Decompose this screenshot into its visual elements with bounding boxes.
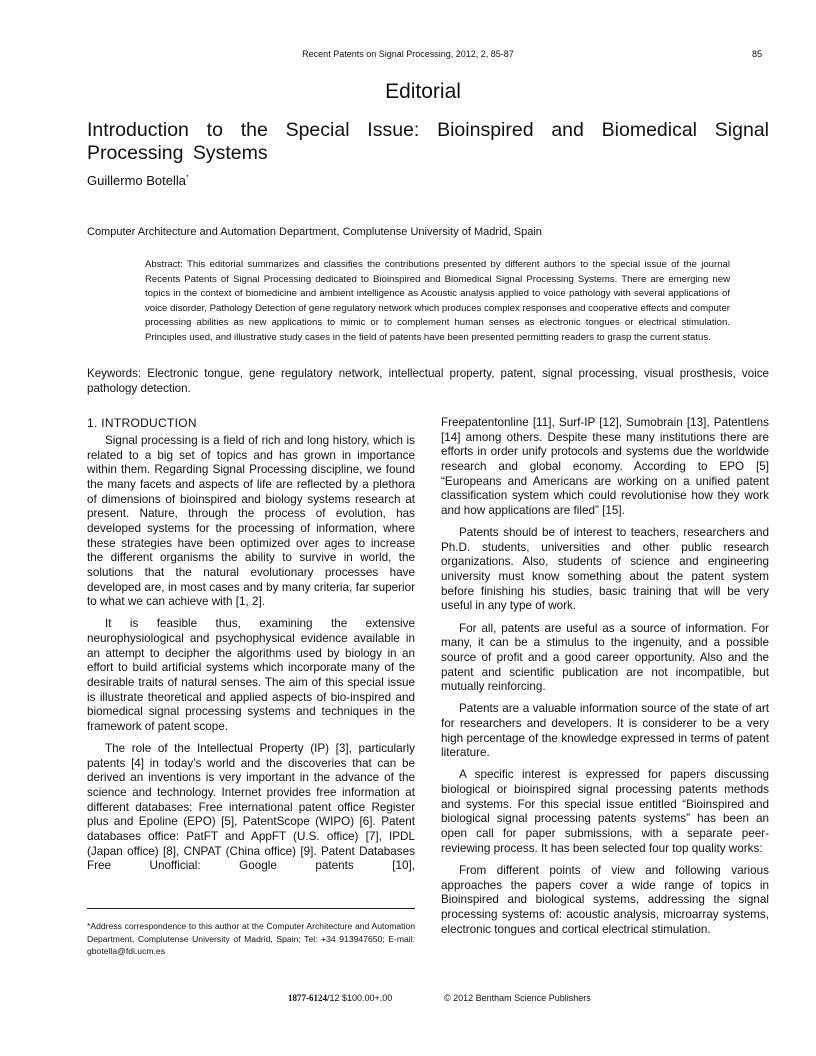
- issn: 1877-6124: [288, 993, 327, 1003]
- paragraph: Freepatentonline [11], Surf-IP [12], Sumobrain [13], Patentlens [14] among others. Despite these many institutions there are efforts in order unify protocols and systems due the worldwide research and global economy. According to EPO [5] “Europeans and Americans are working on a unified patent classification system which could revolutionise how they work and how applications are filed” [15].: [441, 416, 769, 517]
- section-heading: 1. INTRODUCTION: [87, 416, 197, 430]
- paragraph: It is feasible thus, examining the extensive neurophysiological and psychophysical evidence available in an attempt to decipher the algorithms used by biology in an effort to build artificial systems which incorporate many of the desirable traits of natural senses. The aim of this special issue is illustrate theoretical and applied aspects of bio-inspired and biomedical signal processing systems and techniques in the framework of patent scope.: [87, 617, 415, 733]
- author-line: [87, 173, 189, 188]
- footnote-divider: [87, 908, 415, 909]
- paragraph: Signal processing is a field of rich and long history, which is related to a big set of topics and has grown in importance within them. Regarding Signal Processing discipline, we found the many facets and aspects of life are reflected by a plethora of dimensions of bioinspired and biology systems research at present. Nature, through the process of evolution, has developed systems for the processing of information, where these strategies have been optimized over ages to increase the different organisms the ability to survive in world, the solutions that the natural evolutionary processes have developed are, in most cases and by many criteria, far superior to what we can achieve with [1, 2].: [87, 434, 415, 609]
- right-column: [441, 416, 769, 945]
- paragraph: The role of the Intellectual Property (IP) [3], particularly patents [4] in today’s world and the discoveries that can be derived an inventions is very important in the advance of the science and technology. Internet provides free information at different databases: Free international patent office Register plus and Epoline (EPO) [5], PatentScope (WIPO) [6]. Patent databases office: PatFT and AppFT (U.S. office) [7], IPDL (Japan office) [8], CNPAT (China office) [9]. Patent Databases Free Unofficial: Google patents [10],: [87, 742, 415, 873]
- paragraph: Patents are a valuable information source of the state of art for researchers and developers. It is considerer to be a very high percentage of the knowledge expressed in terms of patent literature.: [441, 702, 769, 760]
- page-number: 85: [752, 49, 763, 59]
- paragraph: A specific interest is expressed for papers discussing biological or bioinspired signal processing patents methods and systems. For this special issue entitled “Bioinspired and biological signal processing patents systems” has been an open call for paper submissions, with a separate peer-reviewing process. It has been selected four top quality works:: [441, 768, 769, 855]
- author-footnote-mark: *: [186, 174, 189, 182]
- running-head: Recent Patents on Signal Processing, 2012, 2, 85-87: [302, 49, 514, 59]
- paragraph: From different points of view and following various approaches the papers cover a wide range of topics in Bioinspired and biological systems, addressing the signal processing systems of: acoustic analysis, microarray systems, electronic tongues and cortical electrical stimulation.: [441, 863, 769, 936]
- abstract: Abstract: This editorial summarizes and classifies the contributions presented by different authors to the special issue of the journal Recents Patents of Signal Processing dedicated to Bioinspired and Biomedical Signal Processing Systems. There are emerging new topics in the context of biomedicine and ambient intelligence as Acoustic analysis applied to voice pathology with several applications of voice disorder, Pathology Detection of gene regulatory network which produces complex responses and cooperative effects and computer processing abilities as new applications to mimic or to complement human senses as electronic tongues or electrical stimulation. Principles used, and illustrative study cases in the field of patents have been presented permitting readers to grasp the current status.: [145, 259, 730, 343]
- issn-line: [288, 993, 392, 1003]
- copyright: © 2012 Bentham Science Publishers: [444, 993, 591, 1003]
- left-column: [87, 434, 415, 882]
- section-label: Editorial: [385, 80, 461, 103]
- footnote: *Address correspondence to this author at the Computer Architecture and Automation Department, Complutense University of Madrid, Spain; Tel: +34 913947650; E-mail: gbotella@fdi.ucm.es: [87, 921, 415, 957]
- article-title: Introduction to the Special Issue: Bioinspired and Biomedical Signal Processing Systems: [87, 119, 769, 164]
- keywords: Keywords: Electronic tongue, gene regulatory network, intellectual property, patent, signal processing, visual prosthesis, voice pathology detection.: [87, 367, 769, 395]
- author-name: Guillermo Botella: [87, 173, 186, 188]
- paragraph: Patents should be of interest to teachers, researchers and Ph.D. students, universities and other public research organizations. Also, students of science and engineering university must know something about the patent system before finishing his studies, basic training that will be very useful in any type of work.: [441, 526, 769, 613]
- paragraph: For all, patents are useful as a source of information. For many, it can be a stimulus to the ingenuity, and a possible source of profit and a good career opportunity. Also and the patent and scientific publication are not incompatible, but mutually reinforcing.: [441, 621, 769, 694]
- affiliation: Computer Architecture and Automation Department, Complutense University of Madrid, Spain: [87, 226, 542, 238]
- price: /12 $100.00+.00: [327, 993, 393, 1003]
